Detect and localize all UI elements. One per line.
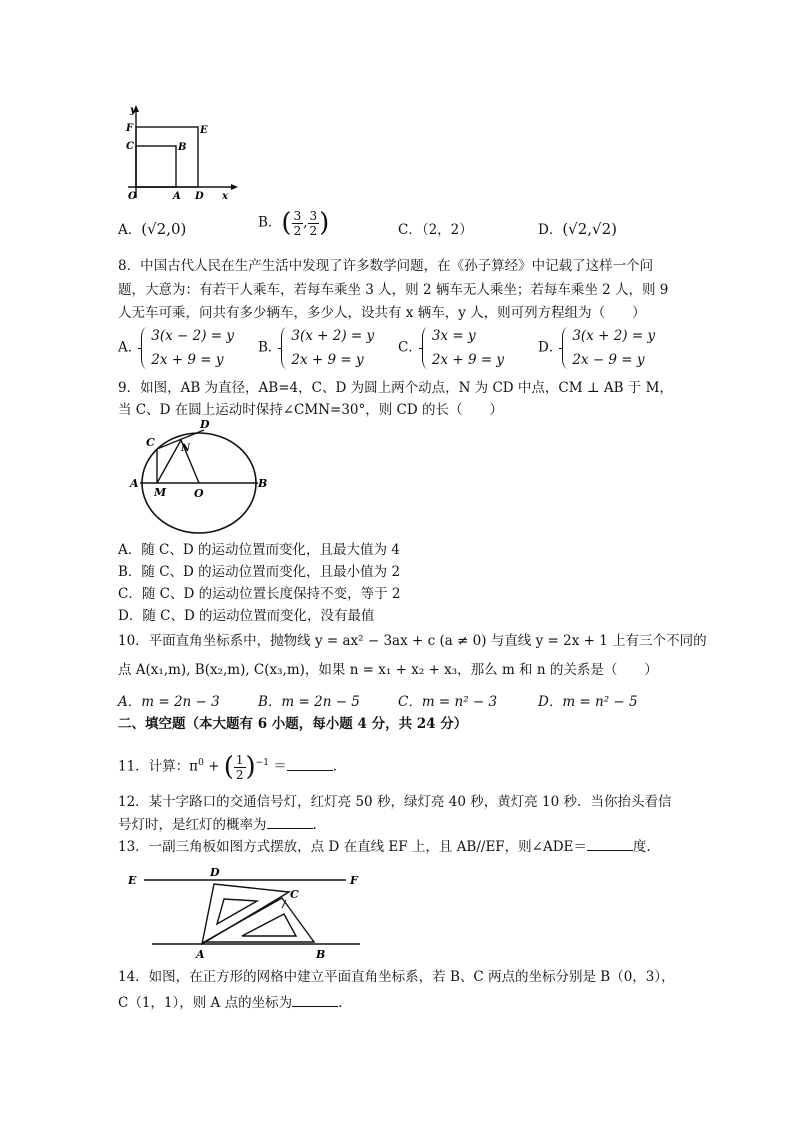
q14-stem-line1: 14．如图，在正方形的网格中建立平面直角坐标系，若 B、C 两点的坐标分别是 B（0，3）， bbox=[118, 969, 675, 985]
q11-answer-blank[interactable] bbox=[287, 756, 333, 771]
q9-stem-line2: 当 C、D 在圆上运动时保持∠CMN=30°，则 CD 的长（ ） bbox=[118, 402, 503, 418]
svg-text:B: B bbox=[316, 948, 326, 961]
q9-option-d[interactable]: D．随 C、D 的运动位置而变化，没有最值 bbox=[118, 608, 375, 624]
svg-text:C: C bbox=[146, 436, 155, 449]
q10-option-d[interactable]: D．m = n² − 5 bbox=[538, 694, 638, 710]
svg-text:E: E bbox=[128, 874, 137, 887]
q10-stem-line1: 10．平面直角坐标系中，抛物线 y = ax² − 3ax + c (a ≠ 0) 与直线 y = 2x + 1 上有三个不同的 bbox=[118, 633, 707, 649]
q7-coordinate-figure bbox=[116, 103, 246, 203]
svg-text:B: B bbox=[258, 477, 268, 490]
q7-option-b[interactable]: B．( $\frac{3}{2}$ , $\frac{3}{2}$ ) bbox=[258, 208, 330, 238]
svg-text:M: M bbox=[154, 486, 167, 499]
q8-option-d[interactable]: D． 3(x + 2) = y 2x − 9 = y bbox=[538, 324, 655, 372]
q10-option-a[interactable]: A．m = 2n − 3 bbox=[118, 694, 220, 710]
q13-triangle-figure bbox=[124, 862, 374, 962]
q8-stem-line2: 题，大意为：有若干人乘车，若每车乘坐 3 人，则 2 辆车无人乘坐；若每车乘坐 2 人，则 9 bbox=[118, 282, 669, 298]
section-heading-fill-in: 二、填空题（本大题有 6 小题，每小题 4 分，共 24 分） bbox=[118, 716, 468, 732]
svg-text:B: B bbox=[178, 142, 187, 153]
q9-option-c[interactable]: C．随 C、D 的运动位置长度保持不变，等于 2 bbox=[118, 586, 401, 602]
q8-option-b[interactable]: B． 3(x + 2) = y 2x + 9 = y bbox=[258, 324, 374, 372]
q11-stem: 11．计算：$\pi^0$ + ( $\frac{1}{2}$ )$^{-1}$ ＝ . bbox=[118, 752, 338, 782]
q12-answer-blank[interactable] bbox=[267, 814, 313, 829]
axis-y-label: y bbox=[130, 105, 136, 116]
q7-option-c[interactable]: C．（2，2） bbox=[398, 222, 473, 238]
svg-text:D: D bbox=[200, 418, 210, 431]
axis-x-label: x bbox=[222, 191, 228, 202]
q8-stem-line3: 人无车可乘，问共有多少辆车，多少人，设共有 x 辆车，y 人，则可列方程组为（ ） bbox=[118, 305, 646, 321]
q9-stem-line1: 9．如图，AB 为直径，AB=4，C、D 为圆上两个动点，N 为 CD 中点，CM ⊥ AB 于 M， bbox=[118, 380, 673, 396]
q10-stem-line2: 点 A(x₁,m), B(x₂,m), C(x₃,m)，如果 n = x₁ + x₂ + x₃，那么 m 和 n 的关系是（ ） bbox=[118, 662, 658, 678]
q7-option-d[interactable]: D．(√2,√2) bbox=[538, 220, 618, 238]
q12-stem-line2: 号灯时，是红灯的概率为 . bbox=[118, 814, 317, 835]
q13-stem: 13．一副三角板如图方式摆放，点 D 在直线 EF 上，且 AB//EF，则∠ADE＝ 度. bbox=[118, 836, 651, 857]
svg-text:A: A bbox=[173, 191, 181, 202]
svg-text:F: F bbox=[350, 874, 358, 887]
svg-text:A: A bbox=[196, 948, 205, 961]
svg-text:C: C bbox=[126, 141, 134, 152]
q13-answer-blank[interactable] bbox=[587, 836, 633, 851]
svg-text:A: A bbox=[130, 477, 139, 490]
q9-circle-figure bbox=[126, 418, 276, 534]
svg-text:O: O bbox=[194, 487, 204, 500]
svg-text:D: D bbox=[210, 866, 220, 879]
q10-option-b[interactable]: B．m = 2n − 5 bbox=[258, 694, 360, 710]
svg-text:N: N bbox=[181, 443, 191, 454]
svg-text:E: E bbox=[200, 125, 208, 136]
q8-option-a[interactable]: A． 3(x − 2) = y 2x + 9 = y bbox=[118, 324, 234, 372]
q10-option-c[interactable]: C．m = n² − 3 bbox=[398, 694, 498, 710]
q9-option-a[interactable]: A．随 C、D 的运动位置而变化，且最大值为 4 bbox=[118, 542, 400, 558]
q14-answer-blank[interactable] bbox=[292, 992, 338, 1007]
svg-text:D: D bbox=[195, 191, 204, 202]
svg-text:O: O bbox=[128, 191, 137, 202]
q9-option-b[interactable]: B．随 C、D 的运动位置而变化，且最小值为 2 bbox=[118, 564, 401, 580]
q8-stem-line1: 8．中国古代人民在生产生活中发现了许多数学问题，在《孙子算经》中记载了这样一个问 bbox=[118, 258, 654, 274]
q12-stem-line1: 12．某十字路口的交通信号灯，红灯亮 50 秒，绿灯亮 40 秒，黄灯亮 10 秒．当你抬头看信 bbox=[118, 794, 672, 810]
q8-option-c[interactable]: C． 3x = y 2x + 9 = y bbox=[398, 324, 504, 372]
q7-option-a[interactable]: A．(√2,0) bbox=[118, 220, 187, 238]
svg-text:F: F bbox=[126, 123, 134, 134]
q14-stem-line2: C（1，1），则 A 点的坐标为 . bbox=[118, 992, 342, 1013]
svg-text:C: C bbox=[290, 888, 299, 901]
